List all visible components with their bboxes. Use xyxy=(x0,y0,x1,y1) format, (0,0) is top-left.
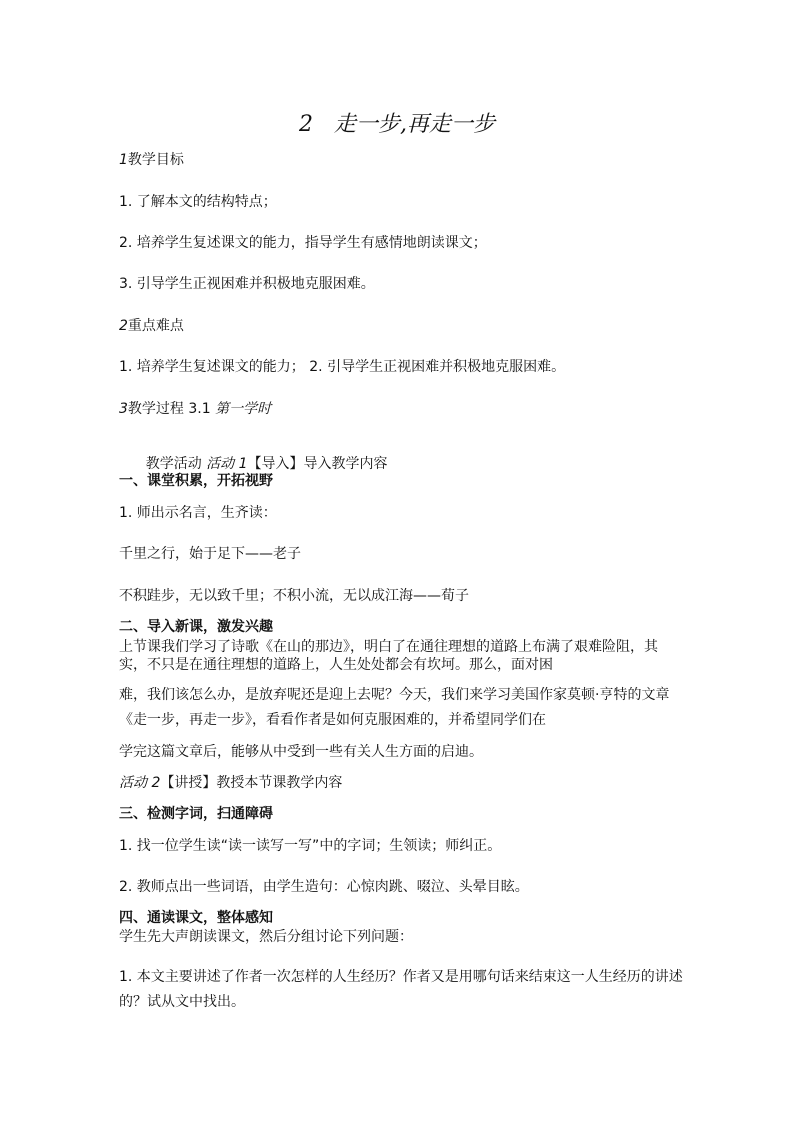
section-1-heading xyxy=(119,153,184,167)
goal-item: 3. 引导学生正视困难并积极地克服困难。 xyxy=(119,276,375,292)
page-title: 2 走一步,再走一步 xyxy=(299,112,495,137)
quote-line: 千里之行，始于足下——老子 xyxy=(119,546,301,562)
part-1-line: 1. 师出示名言，生齐读： xyxy=(119,505,277,521)
quote-line: 不积跬步，无以致千里；不积小流，无以成江海——荀子 xyxy=(119,588,469,604)
activity-label: 活动 2 xyxy=(119,775,161,791)
goal-item: 1. 了解本文的结构特点； xyxy=(119,194,277,210)
part-3-line: 1. 找一位学生读“读一读写一写”中的字词；生领读；师纠正。 xyxy=(119,838,502,854)
part-3-heading: 三、检测字词，扫通障碍 xyxy=(119,806,273,822)
part-2-paragraph-b: 难，我们该怎么办，是放弃呢还是迎上去呢？今天，我们来学习美国作家莫顿·亨特的文章《走一步，再走一步》，看看作者是如何克服困难的，并希望同学们在 xyxy=(119,687,670,728)
activity-label: 活动 1 xyxy=(206,456,248,472)
part-1-heading: 一、课堂积累，开拓视野 xyxy=(119,473,273,489)
part-2-paragraph-a: 上节课我们学习了诗歌《在山的那边》，明白了在通往理想的道路上布满了艰难险阻，其实，不只是在通往理想的道路上，人生处处都会有坎坷。那么，面对困 xyxy=(119,639,658,674)
section-2-heading xyxy=(119,319,184,333)
goal-item: 2. 培养学生复述课文的能力，指导学生有感情地朗读课文； xyxy=(119,235,487,251)
part-4-line: 学生先大声朗读课文，然后分组讨论下列问题： xyxy=(119,929,413,945)
key-points-line: 1. 培养学生复述课文的能力； 2. 引导学生正视困难并积极地克服困难。 xyxy=(119,359,566,375)
section-number: 3 xyxy=(119,401,128,417)
section-title: 教学目标 xyxy=(127,152,184,168)
part-4-question: 1. 本文主要讲述了作者一次怎样的人生经历？作者又是用哪句话来结束这一人生经历的讲述的？试从文中找出。 xyxy=(119,969,683,1010)
section-3-heading xyxy=(119,402,271,416)
section-title: 教学过程 3.1 xyxy=(127,401,216,417)
section-number: 1 xyxy=(119,152,128,168)
part-4-heading: 四、通读课文，整体感知 xyxy=(119,910,273,926)
part-2-paragraph-c: 学完这篇文章后，能够从中受到一些有关人生方面的启迪。 xyxy=(119,744,483,760)
section-number: 2 xyxy=(119,318,128,334)
part-3-line: 2. 教师点出一些词语，由学生造句：心惊肉跳、啜泣、头晕目眩。 xyxy=(119,879,529,895)
activity-text: 【讲授】教授本节课教学内容 xyxy=(160,775,343,791)
section-title: 重点难点 xyxy=(127,318,184,334)
activity-text: 【导入】导入教学内容 xyxy=(247,456,388,472)
part-2-heading: 二、导入新课，激发兴趣 xyxy=(119,619,273,635)
activity-2-line xyxy=(119,776,342,790)
activity-prefix: 教学活动 xyxy=(136,456,207,472)
section-subtitle: 第一学时 xyxy=(215,401,272,417)
